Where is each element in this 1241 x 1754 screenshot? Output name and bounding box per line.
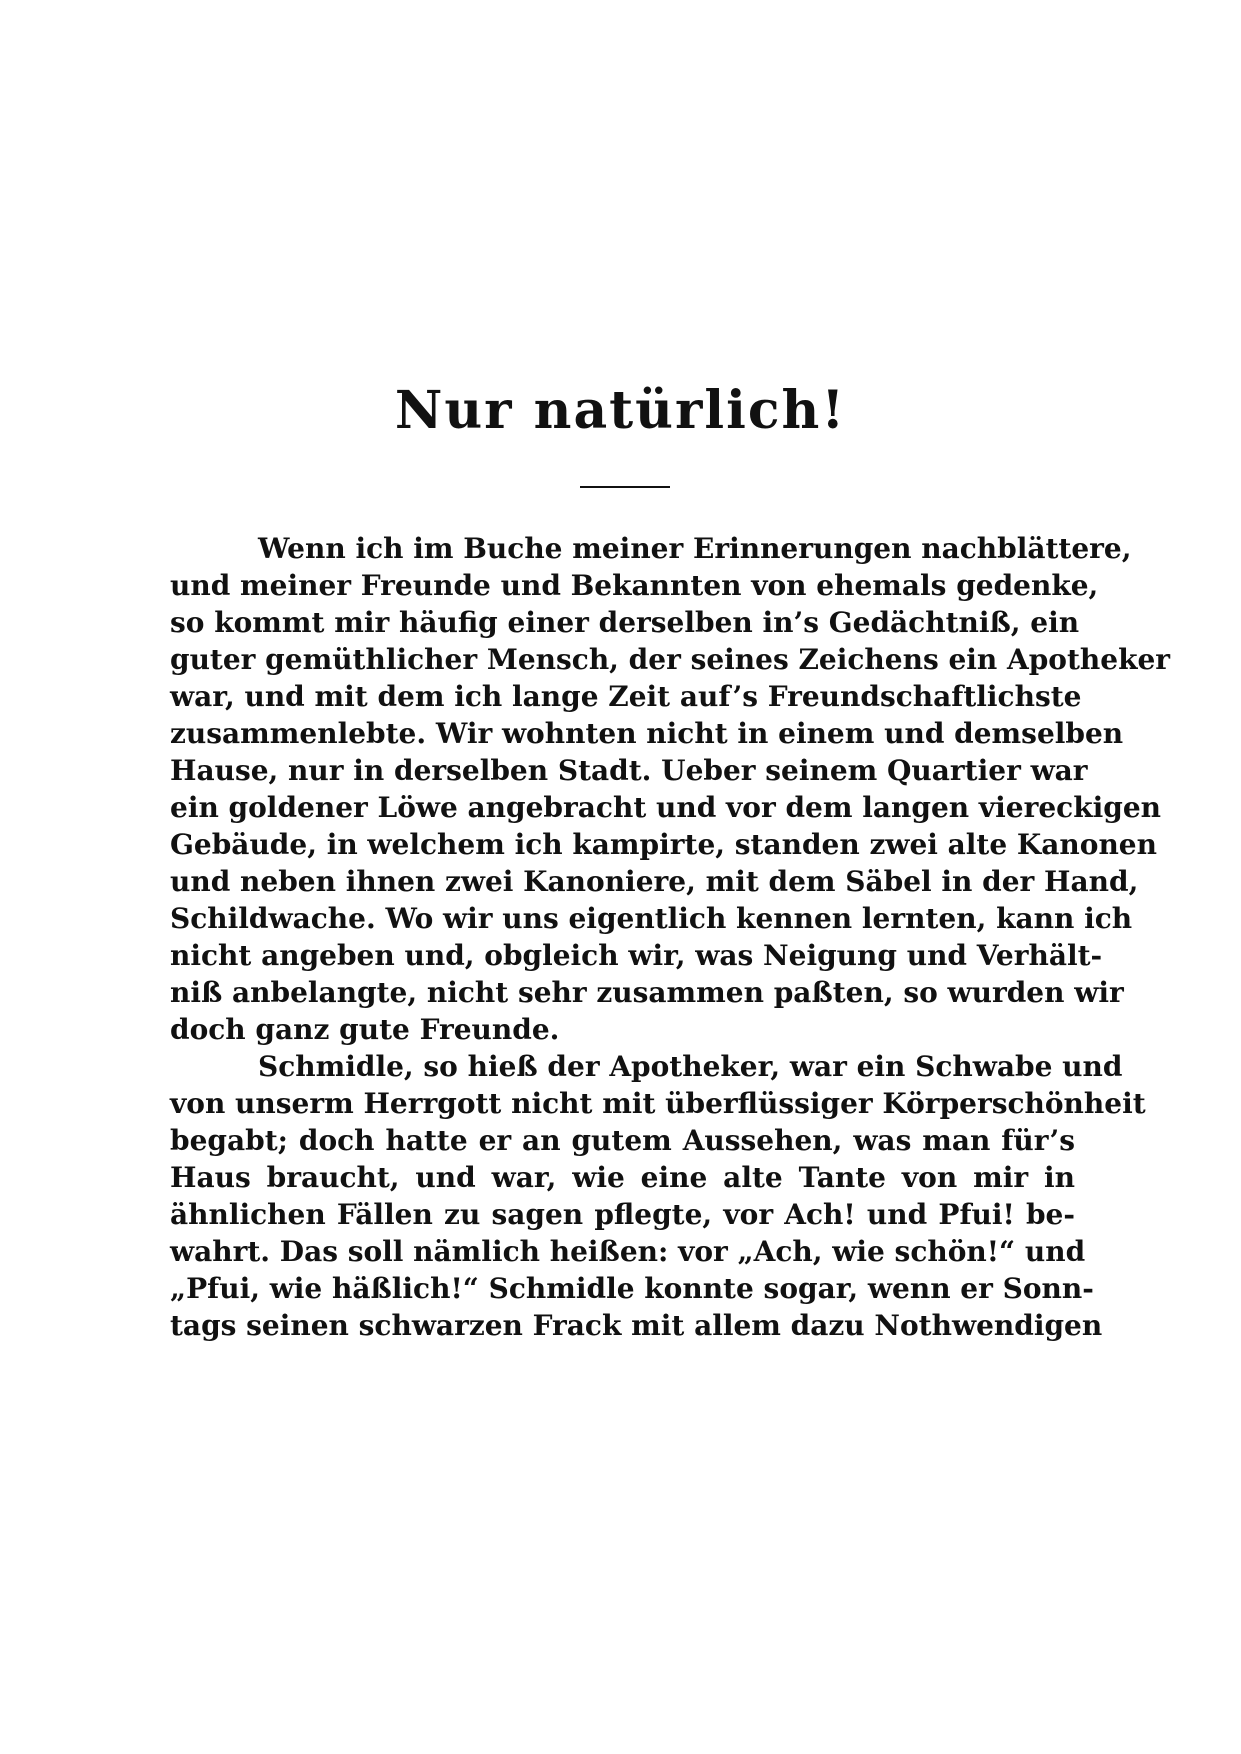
title-divider	[580, 486, 670, 488]
text-line: nicht angeben und, obgleich wir, was Neigung und Verhält-	[170, 939, 1103, 972]
text-line: begabt; doch hatte er an gutem Aussehen, was man für’s	[170, 1124, 1075, 1157]
text-line: tags seinen schwarzen Frack mit allem dazu Nothwendigen	[170, 1309, 1103, 1342]
paragraph-1	[170, 530, 1171, 1048]
text-line: niß anbelangte, nicht sehr zusammen paßten, so wurden wir	[170, 976, 1124, 1009]
text-line: „Pfui, wie häßlich!“ Schmidle konnte sogar, wenn er Sonn-	[170, 1272, 1094, 1305]
text-line: wahrt. Das soll nämlich heißen: vor „Ach, wie schön!“ und	[170, 1235, 1086, 1268]
text-line: von unserm Herrgott nicht mit überflüssiger Körperschönheit	[170, 1087, 1146, 1120]
text-line: guter gemüthlicher Mensch, der seines Zeichens ein Apotheker	[170, 643, 1171, 676]
text-line: Wenn ich im Buche meiner Erinnerungen nachblättere,	[258, 532, 1132, 565]
chapter-title: Nur natürlich!	[394, 380, 847, 441]
paragraph-2	[170, 1048, 1146, 1344]
text-line: Hause, nur in derselben Stadt. Ueber seinem Quartier war	[170, 754, 1088, 787]
text-line: ein goldener Löwe angebracht und vor dem langen viereckigen	[170, 791, 1162, 824]
text-line: Gebäude, in welchem ich kampirte, standen zwei alte Kanonen	[170, 828, 1157, 861]
text-line: so kommt mir häufig einer derselben in’s Gedächtniß, ein	[170, 606, 1080, 639]
text-line: Schildwache. Wo wir uns eigentlich kennen lernten, kann ich	[170, 902, 1133, 935]
text-line: und neben ihnen zwei Kanoniere, mit dem Säbel in der Hand,	[170, 865, 1139, 898]
text-line: Schmidle, so hieß der Apotheker, war ein Schwabe und	[258, 1050, 1123, 1083]
body-text	[170, 530, 1171, 1344]
text-line: war, und mit dem ich lange Zeit auf’s Freundschaftlichste	[170, 680, 1082, 713]
text-line: Haus braucht, und war, wie eine alte Tante von mir in	[170, 1161, 1075, 1194]
text-line: ähnlichen Fällen zu sagen pflegte, vor Ach! und Pfui! be-	[170, 1198, 1075, 1231]
text-line: zusammenlebte. Wir wohnten nicht in einem und demselben	[170, 717, 1124, 750]
text-line: doch ganz gute Freunde.	[170, 1013, 560, 1046]
text-line: und meiner Freunde und Bekannten von ehemals gedenke,	[170, 569, 1099, 602]
